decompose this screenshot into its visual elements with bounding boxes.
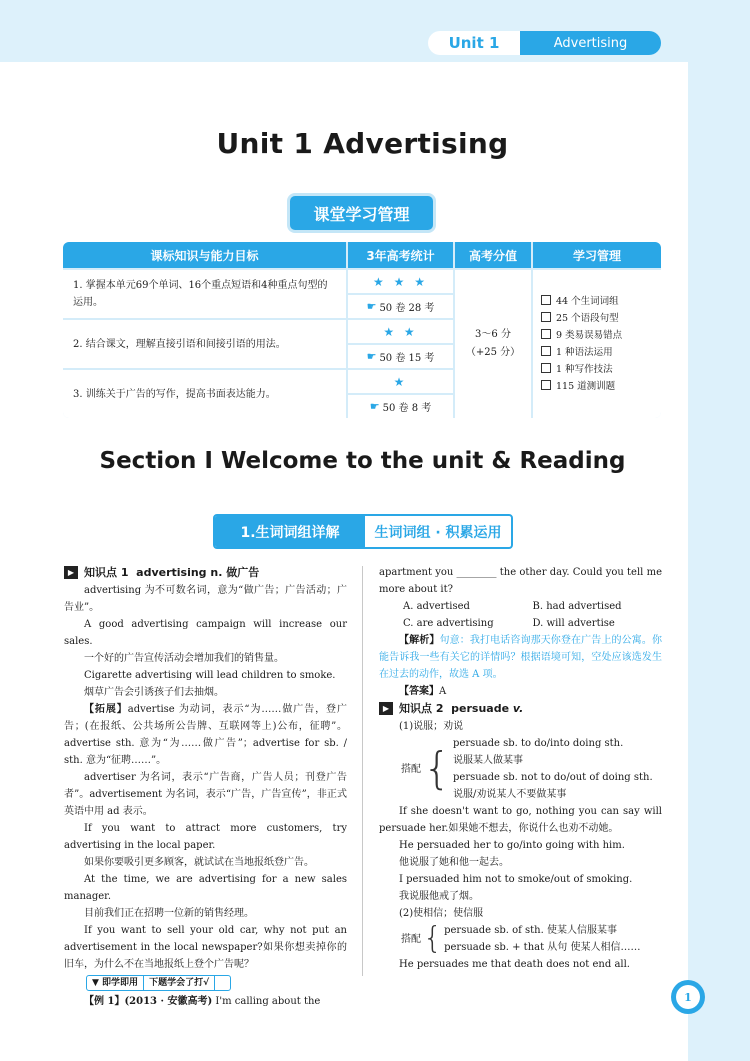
stat-row-2: ☛ 50 卷 15 考 [348,345,453,368]
example-en-cn: If she doesn't want to go, nothing you can say will persuade her.如果她不想去，你说什么也劝不动她。 [379,806,662,834]
stars-row-1: ★ ★ ★ [348,270,453,293]
example-en: A good advertising campaign will increase our sales. [64,619,347,647]
practice-hint: 下题学会了打√ [149,977,210,988]
collocation-group-2: 搭配 { persuade sb. of sth. 使某人信服某事 persuade sb. + that 从句 使某人相信…… [401,921,641,956]
practice-tag [86,975,231,991]
example-en: At the time, we are advertising for a new sales manager. [64,874,347,902]
example-cn: 目前我们正在招聘一位新的销售经理。 [84,908,254,919]
stat-row-1: ☛ 50 卷 28 考 [348,295,453,318]
table-header-goal: 课标知识与能力目标 [63,242,346,268]
goal-row-3: 3. 训练关于广告的写作，提高书面表达能力。 [63,370,346,418]
example-en-cn: If you want to sell your old car, why not put an advertisement in the local newspaper?如果你想卖掉你的旧车，为什么不在当地报纸上登个广告呢？ [64,925,348,970]
answer: 【答案】A [399,686,447,697]
checklist-item[interactable]: 1 种语法运用 [541,344,613,361]
options-row [379,598,662,615]
example-en: I persuaded him not to smoke/out of smoking. [399,874,633,885]
checkbox-icon[interactable] [541,329,551,339]
column-divider [362,566,363,976]
stat-row-3: ☛ 50 卷 8 考 [348,395,453,418]
checklist-item[interactable]: 1 种写作技法 [541,361,613,378]
right-column [379,564,662,973]
collocation-group-1: 搭配 { persuade sb. to do/into doing sth. 说服某人做某事 persuade sb. not to do/out of doing sth. 说服/劝说某人不要做某事 [401,738,653,800]
table-header-stats: 3年高考统计 [348,242,453,268]
goal-row-2: 2. 结合课文，理解直接引语和间接引语的用法。 [63,320,346,368]
extension-text: 【拓展】advertise 为动词，表示“为……做广告，登广告；(在报纸、公共场所公告牌、互联网等上)公布，征聘”。advertise sth. 意为“为……做广告”；advertise for sb. / sth. 意为“征聘……”。 [64,704,347,766]
option-c: C. are advertising [403,618,494,629]
options-row [379,615,662,632]
page-number-badge [671,980,705,1014]
example-question: 【例 1】(2013 · 安徽高考) I'm calling about the [84,996,321,1007]
left-column [64,564,347,1010]
checkbox-icon[interactable] [541,363,551,373]
score-cell: 3～6 分 （+25 分） [455,270,531,418]
pointing-hand-icon: ☛ [369,400,380,413]
example-en: Cigarette advertising will lead children to smoke. [84,670,336,681]
knowledge-point-1: ▶ 知识点 1 advertising n. 做广告 [64,564,347,581]
analysis: 【解析】句意：我打电话咨询那天你登在广告上的公寓。你能告诉我一些有关它的详情吗？根据语境可知，空处应该选发生在过去的动作，故选 A 项。 [379,635,663,680]
example-cn: 烟草广告会引诱孩子们去抽烟。 [84,687,224,698]
goal-row-1: 1. 掌握本单元69个单词、16个重点短语和4种重点句型的运用。 [63,270,346,318]
section-title: Section Ⅰ Welcome to the unit & Reading [99,448,626,474]
stars-row-3: ★ [348,370,453,393]
example-en: If you want to attract more customers, try advertising in the local paper. [64,823,347,851]
checkbox-icon[interactable] [541,380,551,390]
example-cn: 我说服他戒了烟。 [399,891,479,902]
checklist-item[interactable]: 44 个生词词组 [541,293,619,310]
option-b: B. had advertised [532,601,622,612]
example-cn: 如果你要吸引更多顾客，就试试在当地报纸登广告。 [84,857,314,868]
topic-label: Advertising [520,31,661,55]
unit-tab [428,31,661,55]
knowledge-point-2: ▶ 知识点 2 persuade v. [379,700,662,717]
management-table [63,242,661,418]
pointing-hand-icon: ☛ [366,300,377,313]
play-triangle-icon: ▶ [379,702,393,715]
extension-text-2: advertiser 为名词，表示“广告商，广告人员；刊登广告者”。advertisement 为名词，表示“广告，广告宣传”，非正式英语中用 ad 表示。 [64,772,347,817]
example-cn: 一个好的广告宣传活动会增加我们的销售量。 [84,653,284,664]
option-a: A. advertised [403,601,470,612]
unit-label: Unit 1 [428,31,520,55]
sense-1: (1)说服；劝说 [399,721,464,732]
pointing-hand-icon: ☛ [366,350,377,363]
practice-checkbox[interactable] [214,976,230,990]
vocab-banner-right: 生词词组 · 积累运用 [374,524,502,541]
stars-row-2: ★ ★ [348,320,453,343]
checklist-item[interactable]: 25 个语段句型 [541,310,619,327]
page-number: 1 [676,985,700,1009]
table-header-score: 高考分值 [455,242,531,268]
vocab-banner-left: 1.生词词组详解 [215,516,365,547]
checkbox-icon[interactable] [541,346,551,356]
brace-icon: { [423,743,451,794]
practice-label: ▼ 即学即用 [87,976,144,990]
vocab-banner [213,514,513,549]
management-checklist [533,270,661,418]
example-en: He persuades me that death does not end all. [399,959,630,970]
checklist-item[interactable]: 115 道测训题 [541,378,615,395]
kp1-definition: advertising 为不可数名词，意为“做广告；广告活动；广告业”。 [64,585,347,613]
table-header-management: 学习管理 [533,242,661,268]
question-continuation: apartment you ________ the other day. Could you tell me more about it? [379,567,662,595]
page-title: Unit 1 Advertising [216,127,509,160]
brace-icon: { [423,921,443,956]
example-cn: 他说服了她和他一起去。 [399,857,509,868]
checkbox-icon[interactable] [541,312,551,322]
checkbox-icon[interactable] [541,295,551,305]
option-d: D. will advertise [532,618,615,629]
checklist-item[interactable]: 9 类易误易错点 [541,327,622,344]
example-en: He persuaded her to go/into going with him. [399,840,625,851]
sense-2: (2)使相信；使信服 [399,908,484,919]
play-triangle-icon: ▶ [64,566,78,579]
management-label: 课堂学习管理 [290,196,433,230]
